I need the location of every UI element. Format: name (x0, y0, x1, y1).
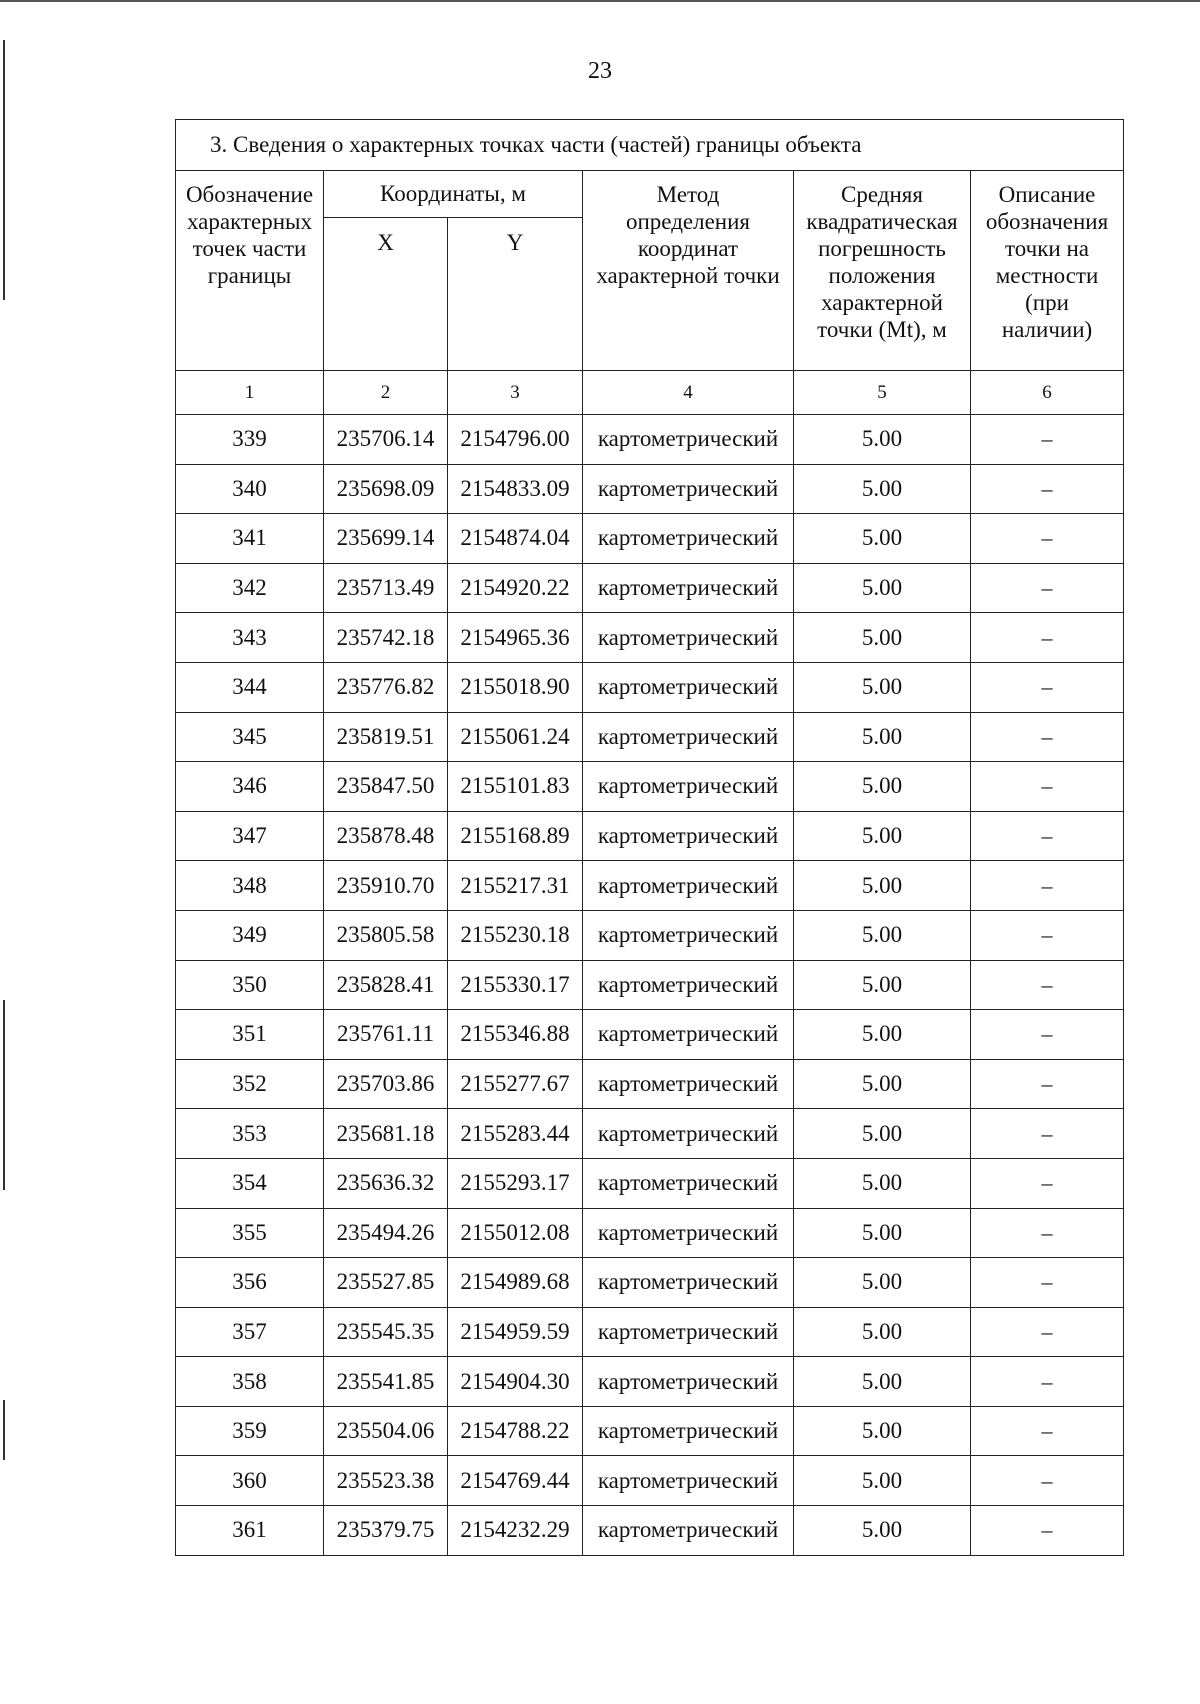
coord-x-cell: 235494.26 (324, 1208, 448, 1258)
coord-x-cell: 235828.41 (324, 960, 448, 1010)
coord-x-cell: 235761.11 (324, 1010, 448, 1060)
table-row (176, 1059, 1124, 1109)
coord-x-cell: 235713.49 (324, 563, 448, 613)
method-cell: картометрический (583, 662, 794, 712)
coord-x-cell: 235527.85 (324, 1258, 448, 1308)
coord-y-cell: 2155012.08 (448, 1208, 583, 1258)
point-id-cell: 357 (176, 1307, 324, 1357)
coord-x-cell: 235742.18 (324, 613, 448, 663)
coord-y-cell: 2154904.30 (448, 1357, 583, 1407)
method-cell: картометрический (583, 563, 794, 613)
coord-x-cell: 235847.50 (324, 762, 448, 812)
error-cell: 5.00 (794, 464, 971, 514)
method-cell: картометрический (583, 1010, 794, 1060)
description-cell: – (971, 464, 1124, 514)
error-cell: 5.00 (794, 1406, 971, 1456)
coord-x-cell: 235698.09 (324, 464, 448, 514)
description-cell: – (971, 1258, 1124, 1308)
coord-y-cell: 2155346.88 (448, 1010, 583, 1060)
coord-y-cell: 2154920.22 (448, 563, 583, 613)
coord-x-cell: 235523.38 (324, 1456, 448, 1506)
error-cell: 5.00 (794, 1158, 971, 1208)
description-cell: – (971, 712, 1124, 762)
coord-x-cell: 235699.14 (324, 514, 448, 564)
coord-x-cell: 235910.70 (324, 861, 448, 911)
table-row (176, 613, 1124, 663)
coord-y-cell: 2154232.29 (448, 1506, 583, 1556)
characteristic-points-table (175, 119, 1124, 1556)
coord-y-cell: 2155217.31 (448, 861, 583, 911)
table-row (176, 464, 1124, 514)
table-row (176, 662, 1124, 712)
table-row (176, 1456, 1124, 1506)
error-cell: 5.00 (794, 910, 971, 960)
error-cell: 5.00 (794, 1456, 971, 1506)
description-cell: – (971, 861, 1124, 911)
table-row (176, 514, 1124, 564)
description-cell: – (971, 1208, 1124, 1258)
error-cell: 5.00 (794, 861, 971, 911)
coord-x-cell: 235776.82 (324, 662, 448, 712)
coord-y-cell: 2155277.67 (448, 1059, 583, 1109)
error-cell: 5.00 (794, 1258, 971, 1308)
scan-margin-mark (3, 1000, 5, 1190)
description-cell: – (971, 514, 1124, 564)
column-number-row (176, 371, 1124, 415)
coord-y-cell: 2154989.68 (448, 1258, 583, 1308)
point-id-cell: 359 (176, 1406, 324, 1456)
coord-x-cell: 235545.35 (324, 1307, 448, 1357)
method-cell: картометрический (583, 811, 794, 861)
table-row (176, 910, 1124, 960)
error-cell: 5.00 (794, 613, 971, 663)
table-row (176, 1307, 1124, 1357)
method-cell: картометрический (583, 1158, 794, 1208)
coord-y-cell: 2155330.17 (448, 960, 583, 1010)
point-id-cell: 342 (176, 563, 324, 613)
coord-x-cell: 235504.06 (324, 1406, 448, 1456)
point-id-cell: 346 (176, 762, 324, 812)
description-cell: – (971, 960, 1124, 1010)
description-cell: – (971, 811, 1124, 861)
table-row (176, 1258, 1124, 1308)
error-cell: 5.00 (794, 563, 971, 613)
point-id-cell: 350 (176, 960, 324, 1010)
method-cell: картометрический (583, 762, 794, 812)
header-y: Y (448, 218, 583, 371)
scan-margin-mark (3, 1400, 5, 1460)
coord-y-cell: 2155230.18 (448, 910, 583, 960)
header-coordinates: Координаты, м (324, 171, 583, 218)
method-cell: картометрический (583, 1208, 794, 1258)
coord-y-cell: 2155018.90 (448, 662, 583, 712)
point-id-cell: 344 (176, 662, 324, 712)
error-cell: 5.00 (794, 762, 971, 812)
point-id-cell: 340 (176, 464, 324, 514)
coord-y-cell: 2154796.00 (448, 415, 583, 465)
method-cell: картометрический (583, 712, 794, 762)
coord-y-cell: 2154833.09 (448, 464, 583, 514)
error-cell: 5.00 (794, 1506, 971, 1556)
table-body (176, 415, 1124, 1556)
point-id-cell: 349 (176, 910, 324, 960)
method-cell: картометрический (583, 960, 794, 1010)
error-cell: 5.00 (794, 1307, 971, 1357)
method-cell: картометрический (583, 1456, 794, 1506)
method-cell: картометрический (583, 1109, 794, 1159)
method-cell: картометрический (583, 1307, 794, 1357)
point-id-cell: 352 (176, 1059, 324, 1109)
description-cell: – (971, 1158, 1124, 1208)
error-cell: 5.00 (794, 662, 971, 712)
error-cell: 5.00 (794, 1208, 971, 1258)
point-id-cell: 358 (176, 1357, 324, 1407)
point-id-cell: 339 (176, 415, 324, 465)
table-row (176, 1010, 1124, 1060)
table-row (176, 762, 1124, 812)
error-cell: 5.00 (794, 811, 971, 861)
description-cell: – (971, 563, 1124, 613)
error-cell: 5.00 (794, 1109, 971, 1159)
table-row (176, 1406, 1124, 1456)
coord-y-cell: 2154769.44 (448, 1456, 583, 1506)
description-cell: – (971, 1456, 1124, 1506)
table-row (176, 1109, 1124, 1159)
method-cell: картометрический (583, 1357, 794, 1407)
header-mean-square-error: Средняя квадратическая погрешность положения характерной точки (Mt), м (794, 171, 971, 371)
column-number: 1 (176, 371, 324, 415)
description-cell: – (971, 415, 1124, 465)
point-id-cell: 351 (176, 1010, 324, 1060)
point-id-cell: 354 (176, 1158, 324, 1208)
coord-x-cell: 235805.58 (324, 910, 448, 960)
table-row (176, 1158, 1124, 1208)
point-id-cell: 353 (176, 1109, 324, 1159)
method-cell: картометрический (583, 1258, 794, 1308)
method-cell: картометрический (583, 415, 794, 465)
table-row (176, 811, 1124, 861)
coord-y-cell: 2155283.44 (448, 1109, 583, 1159)
column-number: 6 (971, 371, 1124, 415)
page-number: 23 (588, 58, 612, 84)
error-cell: 5.00 (794, 1059, 971, 1109)
error-cell: 5.00 (794, 960, 971, 1010)
table-row (176, 861, 1124, 911)
table-row (176, 712, 1124, 762)
point-id-cell: 356 (176, 1258, 324, 1308)
point-id-cell: 347 (176, 811, 324, 861)
coord-x-cell: 235706.14 (324, 415, 448, 465)
coord-x-cell: 235636.32 (324, 1158, 448, 1208)
header-description: Описание обозначения точки на местности (при наличии) (971, 171, 1124, 371)
description-cell: – (971, 1010, 1124, 1060)
scan-top-edge (0, 0, 1200, 2)
coord-x-cell: 235878.48 (324, 811, 448, 861)
method-cell: картометрический (583, 1506, 794, 1556)
header-method: Метод определения координат характерной точки (583, 171, 794, 371)
coord-y-cell: 2155168.89 (448, 811, 583, 861)
error-cell: 5.00 (794, 712, 971, 762)
coord-y-cell: 2155293.17 (448, 1158, 583, 1208)
method-cell: картометрический (583, 464, 794, 514)
description-cell: – (971, 762, 1124, 812)
error-cell: 5.00 (794, 514, 971, 564)
coord-x-cell: 235681.18 (324, 1109, 448, 1159)
point-id-cell: 348 (176, 861, 324, 911)
coord-y-cell: 2154959.59 (448, 1307, 583, 1357)
error-cell: 5.00 (794, 415, 971, 465)
point-id-cell: 345 (176, 712, 324, 762)
table-row (176, 1208, 1124, 1258)
description-cell: – (971, 1506, 1124, 1556)
table-row (176, 563, 1124, 613)
table-row (176, 960, 1124, 1010)
description-cell: – (971, 910, 1124, 960)
header-x: X (324, 218, 448, 371)
table-row (176, 1506, 1124, 1556)
error-cell: 5.00 (794, 1357, 971, 1407)
coord-x-cell: 235703.86 (324, 1059, 448, 1109)
method-cell: картометрический (583, 613, 794, 663)
coord-x-cell: 235541.85 (324, 1357, 448, 1407)
table-row (176, 415, 1124, 465)
point-id-cell: 360 (176, 1456, 324, 1506)
method-cell: картометрический (583, 1059, 794, 1109)
coord-x-cell: 235819.51 (324, 712, 448, 762)
column-number: 3 (448, 371, 583, 415)
column-number: 2 (324, 371, 448, 415)
coord-y-cell: 2155101.83 (448, 762, 583, 812)
coord-y-cell: 2154965.36 (448, 613, 583, 663)
table-row (176, 1357, 1124, 1407)
description-cell: – (971, 1357, 1124, 1407)
coord-y-cell: 2154788.22 (448, 1406, 583, 1456)
description-cell: – (971, 613, 1124, 663)
description-cell: – (971, 662, 1124, 712)
method-cell: картометрический (583, 514, 794, 564)
point-id-cell: 343 (176, 613, 324, 663)
column-number: 4 (583, 371, 794, 415)
point-id-cell: 355 (176, 1208, 324, 1258)
section-title: 3. Сведения о характерных точках части (частей) границы объекта (176, 120, 1124, 171)
column-number: 5 (794, 371, 971, 415)
method-cell: картометрический (583, 861, 794, 911)
method-cell: картометрический (583, 910, 794, 960)
coord-x-cell: 235379.75 (324, 1506, 448, 1556)
point-id-cell: 361 (176, 1506, 324, 1556)
description-cell: – (971, 1109, 1124, 1159)
description-cell: – (971, 1059, 1124, 1109)
header-point-designation: Обозначение характерных точек части границы (176, 171, 324, 371)
error-cell: 5.00 (794, 1010, 971, 1060)
description-cell: – (971, 1307, 1124, 1357)
coord-y-cell: 2155061.24 (448, 712, 583, 762)
description-cell: – (971, 1406, 1124, 1456)
point-id-cell: 341 (176, 514, 324, 564)
coord-y-cell: 2154874.04 (448, 514, 583, 564)
method-cell: картометрический (583, 1406, 794, 1456)
